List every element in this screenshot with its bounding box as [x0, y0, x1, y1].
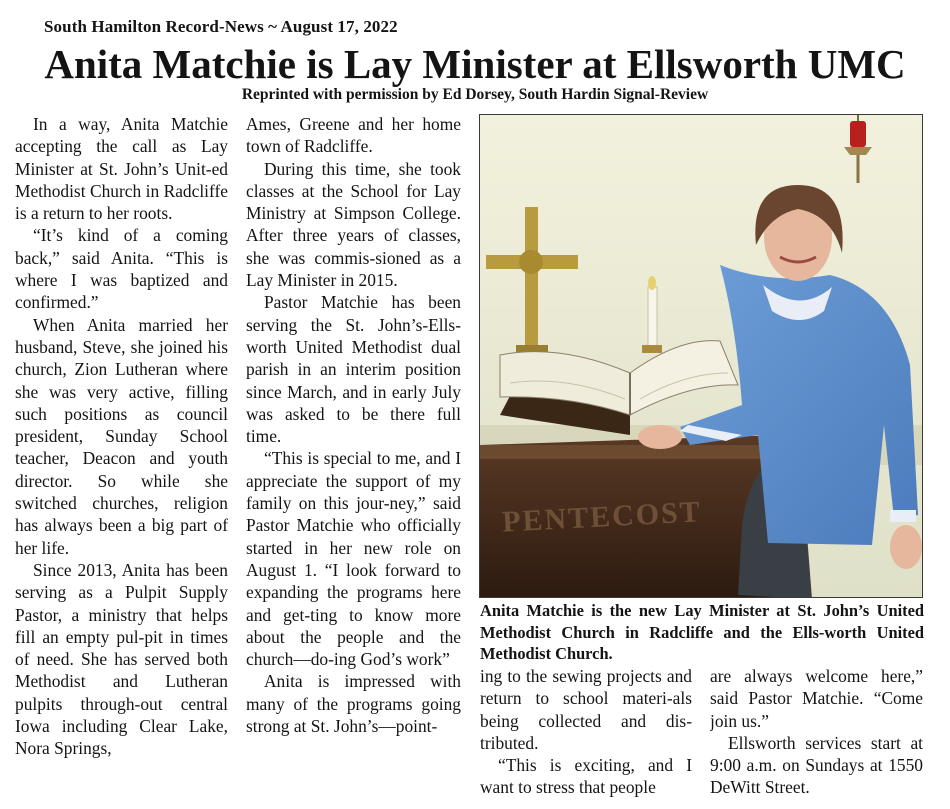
- paragraph: In a way, Anita Matchie accepting the call as Lay Minister at St. John’s Unit-ed Methodist Church in Radcliffe is a return to her roots.: [15, 114, 228, 224]
- photo-illustration: [480, 115, 923, 598]
- pulpit-edge: [480, 445, 780, 459]
- paragraph: When Anita married her husband, Steve, she joined his church, Zion Lutheran where she was very active, filling such positions as council president, Sunday School teacher, Deacon and youth director. So while she switched churches, religion has always been a big part of her life.: [15, 314, 228, 558]
- byline: Reprinted with permission by Ed Dorsey, South Hardin Signal-Review: [241, 86, 709, 103]
- paragraph: “This is exciting, and I want to stress that people: [480, 755, 692, 798]
- headline: Anita Matchie is Lay Minister at Ellsworth UMC: [44, 41, 906, 87]
- paragraph: “This is special to me, and I appreciate the support of my family on this jour-ney,” said Pastor Matchie who officially started in her new role on August 1. “I look forward to expanding the programs here and get-ting to know more about the people and the church—do-ing God’s work”: [246, 448, 461, 670]
- paragraph: Pastor Matchie has been serving the St. John’s-Ells-worth United Methodist dual parish in an interim position since March, and in early July was asked to be there full time.: [246, 292, 461, 447]
- kicker: South Hamilton Record-News ~ August 17, 2022: [44, 17, 398, 36]
- photo-caption: Anita Matchie is the new Lay Minister at St. John’s United Methodist Church in Radcliffe and the Ells-worth United Methodist Church.: [480, 601, 924, 664]
- paragraph: Anita is impressed with many of the programs going strong at St. John’s—point-: [246, 671, 461, 737]
- paragraph: Since 2013, Anita has been serving as a Pulpit Supply Pastor, a ministry that helps fill an empty pul-pit in times of need. She has served both Methodist and Lutheran pulpits through-out central Iowa including Clear Lake, Nora Springs,: [15, 559, 228, 759]
- article-column-2: [246, 113, 461, 809]
- paragraph: ing to the sewing projects and return to school materi-als being collected and dis-tributed.: [480, 666, 692, 753]
- paragraph: “It’s kind of a coming back,” said Anita. “This is where I was baptized and confirmed.”: [15, 225, 228, 313]
- article-column-4: [710, 665, 923, 809]
- article-column-3: [480, 665, 692, 809]
- paragraph: Ellsworth services start at 9:00 a.m. on Sundays at 1550 DeWitt Street.: [710, 732, 923, 798]
- paragraph: During this time, she took classes at the School for Lay Ministry at Simpson College. After three years of classes, she was commis-sioned as a Lay Minister in 2015.: [246, 158, 461, 291]
- paragraph: are always welcome here,” said Pastor Matchie. “Come join us.”: [710, 666, 923, 731]
- article-column-1: [15, 113, 228, 809]
- pulpit-carving: PENTECOST: [501, 495, 703, 539]
- article-photo: [479, 114, 923, 598]
- paragraph: Ames, Greene and her home town of Radcliffe.: [246, 114, 461, 157]
